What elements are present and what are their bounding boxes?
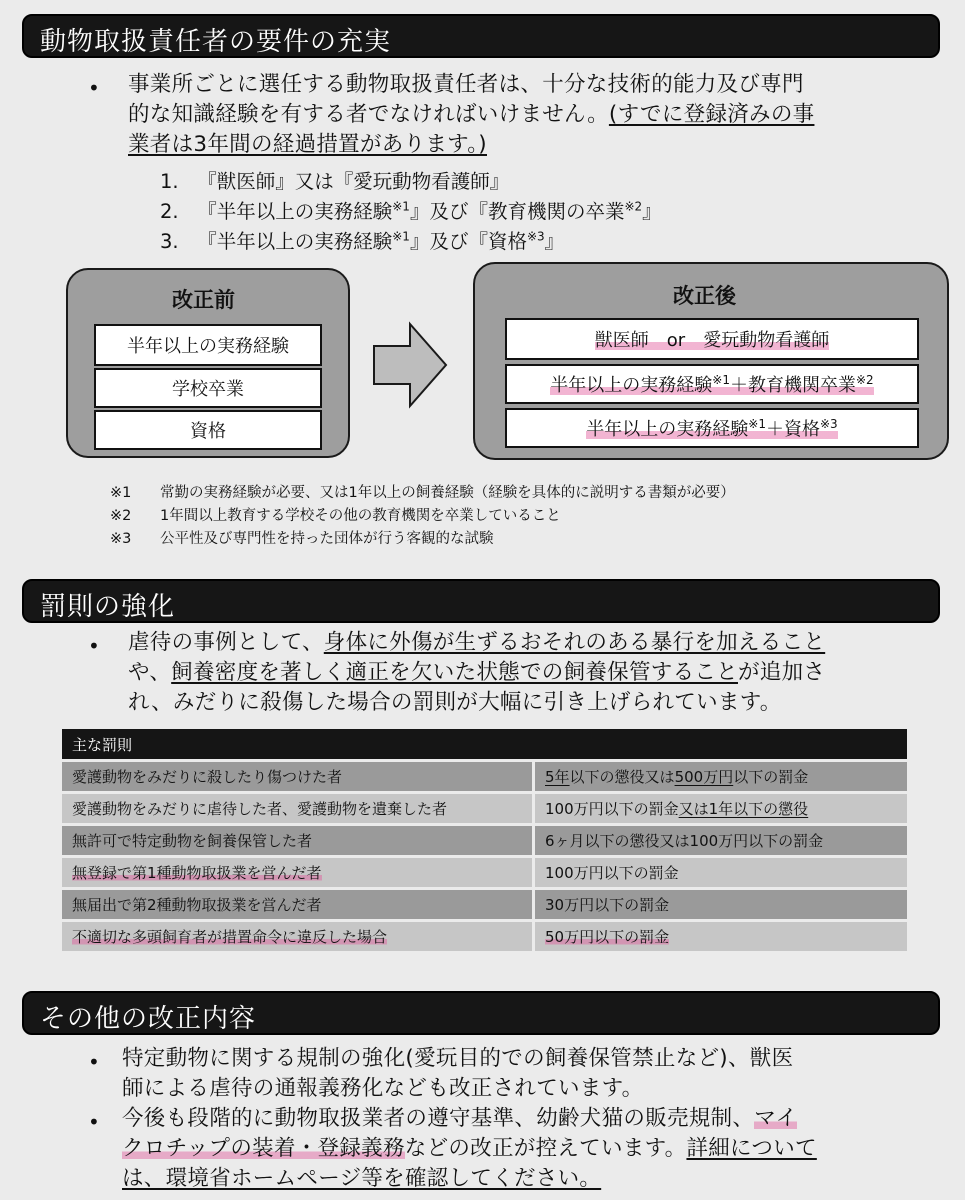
section-title: 罰則の強化 <box>40 592 176 622</box>
req-number: 1. <box>160 170 179 193</box>
para-line: 特定動物に関する規制の強化(愛玩目的での飼養保管禁止など)、獣医 <box>122 1046 794 1071</box>
para-line <box>128 628 825 658</box>
table-row <box>62 858 907 887</box>
highlighted-text: マイ <box>754 1106 798 1131</box>
text: 500万円 <box>674 768 734 786</box>
requirement-3 <box>160 226 564 254</box>
bullet: • <box>88 1050 100 1074</box>
requirement-1 <box>160 166 509 194</box>
section-title: その他の改正内容 <box>40 1004 257 1034</box>
table-row <box>62 826 907 855</box>
text: ＋教育機関卒業 <box>730 375 856 396</box>
bullet: • <box>88 1110 100 1134</box>
bullet: • <box>88 76 100 100</box>
section-title: 動物取扱責任者の要件の充実 <box>40 27 392 57</box>
footnote-mark: ※2 <box>110 508 132 524</box>
table-row <box>62 794 907 823</box>
footnote-mark: ※3 <box>526 229 545 244</box>
table-row <box>62 890 907 919</box>
footnote-mark: ※1 <box>712 373 730 387</box>
penalty-cell: 6ヶ月以下の懲役又は100万円以下の罰金 <box>532 826 907 855</box>
para-text: 虐待の事例として、 <box>128 630 324 655</box>
req-number: 2. <box>160 200 179 223</box>
text: 半年以上の実務経験 <box>550 375 713 396</box>
text: 100万円以下の罰金 <box>545 800 679 818</box>
before-title: 改正前 <box>172 288 235 312</box>
para-line: れ、みだりに殺傷した場合の罰則が大幅に引き上げられています。 <box>128 690 782 715</box>
footnote-mark: ※1 <box>110 485 132 501</box>
footnote-text: 常勤の実務経験が必要、又は1年以上の飼養経験（経験を具体的に説明する書類が必要） <box>160 485 735 501</box>
para-text: が追加さ <box>737 660 826 685</box>
penalty-cell <box>532 794 907 823</box>
footnote-mark: ※3 <box>110 531 132 547</box>
after-item <box>505 318 919 360</box>
after-panel <box>473 262 949 460</box>
para-line <box>122 1134 817 1164</box>
before-item: 資格 <box>94 410 322 450</box>
offense-cell <box>62 858 532 887</box>
req-number: 3. <box>160 230 179 253</box>
text: 不適切な多頭飼育者が措置命令に違反した場合 <box>72 928 388 946</box>
text: 半年以上の実務経験 <box>586 419 749 440</box>
after-item-text: 獣医師 or 愛玩動物看護師 <box>595 326 829 352</box>
before-panel <box>66 268 350 458</box>
para-text: 的な知識経験を有する者でなければいけません。 <box>128 102 609 127</box>
req-text: 『半年以上の実務経験 <box>197 230 393 253</box>
table-row <box>62 922 907 951</box>
text: 以下の罰金 <box>733 768 809 786</box>
penalty-cell <box>532 762 907 791</box>
footnote <box>110 527 494 548</box>
text: 無登録で第1種動物取扱業を営んだ者 <box>72 864 322 882</box>
req-text: 』 <box>544 230 565 253</box>
req-text: 』及び『教育機関の卒業 <box>409 200 625 223</box>
bullet: • <box>88 634 100 658</box>
offense-cell: 無届出で第2種動物取扱業を営んだ者 <box>62 890 532 919</box>
footnote-text: 公平性及び専門性を持った団体が行う客観的な試験 <box>160 531 494 547</box>
req-text: 『半年以上の実務経験 <box>197 200 393 223</box>
footnote-mark: ※1 <box>392 199 410 214</box>
penalty-table <box>62 726 907 954</box>
req-text: 『獣医師』又は『愛玩動物看護師』 <box>197 170 510 193</box>
table-row <box>62 762 907 791</box>
footnote-mark: ※3 <box>820 417 838 431</box>
underlined-text: 詳細について <box>686 1136 817 1161</box>
footnote-mark: ※2 <box>624 199 643 214</box>
table-header: 主な罰則 <box>62 729 907 759</box>
highlighted-text: クロチップの装着・登録義務 <box>122 1136 405 1161</box>
footnote-text: 1年間以上教育する学校その他の教育機関を卒業していること <box>160 508 561 524</box>
section-header-penalties <box>22 579 940 623</box>
penalty-cell: 100万円以下の罰金 <box>532 858 907 887</box>
underlined-text: (すでに登録済みの事 <box>608 102 815 127</box>
offense-cell: 愛護動物をみだりに殺したり傷つけた者 <box>62 762 532 791</box>
offense-cell <box>62 922 532 951</box>
para-text: などの改正が控えています。 <box>404 1136 687 1161</box>
footnote-mark: ※1 <box>748 417 766 431</box>
text: 5年 <box>545 768 570 786</box>
penalty-cell <box>532 922 907 951</box>
offense-cell: 愛護動物をみだりに虐待した者、愛護動物を遺棄した者 <box>62 794 532 823</box>
after-item <box>505 364 919 404</box>
footnote <box>110 481 735 502</box>
para-line <box>122 1104 797 1134</box>
para-text: 今後も段階的に動物取扱業者の遵守基準、幼齢犬猫の販売規制、 <box>122 1106 755 1131</box>
before-item: 学校卒業 <box>94 368 322 408</box>
after-item-text <box>586 415 837 441</box>
underlined-text: 飼養密度を著しく適正を欠いた状態での飼養保管すること <box>171 660 738 685</box>
offense-cell: 無許可で特定動物を飼養保管した者 <box>62 826 532 855</box>
underlined-text: 身体に外傷が生ずるおそれのある暴行を加えること <box>323 630 826 655</box>
req-text: 』 <box>642 200 662 223</box>
para-line: 業者は3年間の経過措置があります。) <box>128 132 487 157</box>
after-item <box>505 408 919 448</box>
requirement-2 <box>160 196 662 224</box>
req-text: 』及び『資格 <box>409 230 527 253</box>
section-header-requirements <box>22 14 940 58</box>
para-line <box>128 658 825 688</box>
text: ＋資格 <box>766 419 820 440</box>
section-header-other <box>22 991 940 1035</box>
text: 以下の懲役又は <box>569 768 675 786</box>
after-item-text <box>550 371 873 397</box>
text: 50万円以下の罰金 <box>545 928 670 946</box>
before-item: 半年以上の実務経験 <box>94 324 322 366</box>
footnote-mark: ※2 <box>856 373 874 387</box>
after-title: 改正後 <box>673 284 736 308</box>
para-line: 事業所ごとに選任する動物取扱責任者は、十分な技術的能力及び専門 <box>128 72 804 97</box>
para-line: 師による虐待の通報義務化なども改正されています。 <box>122 1076 644 1101</box>
para-text: や、 <box>128 660 172 685</box>
footnote-mark: ※1 <box>392 229 410 244</box>
text: 又は1年以下の懲役 <box>678 800 809 818</box>
para-line <box>128 100 814 130</box>
right-arrow-icon <box>370 320 450 410</box>
penalty-cell: 30万円以下の罰金 <box>532 890 907 919</box>
footnote <box>110 504 561 525</box>
para-line: は、環境省ホームページ等を確認してください。 <box>122 1166 602 1191</box>
